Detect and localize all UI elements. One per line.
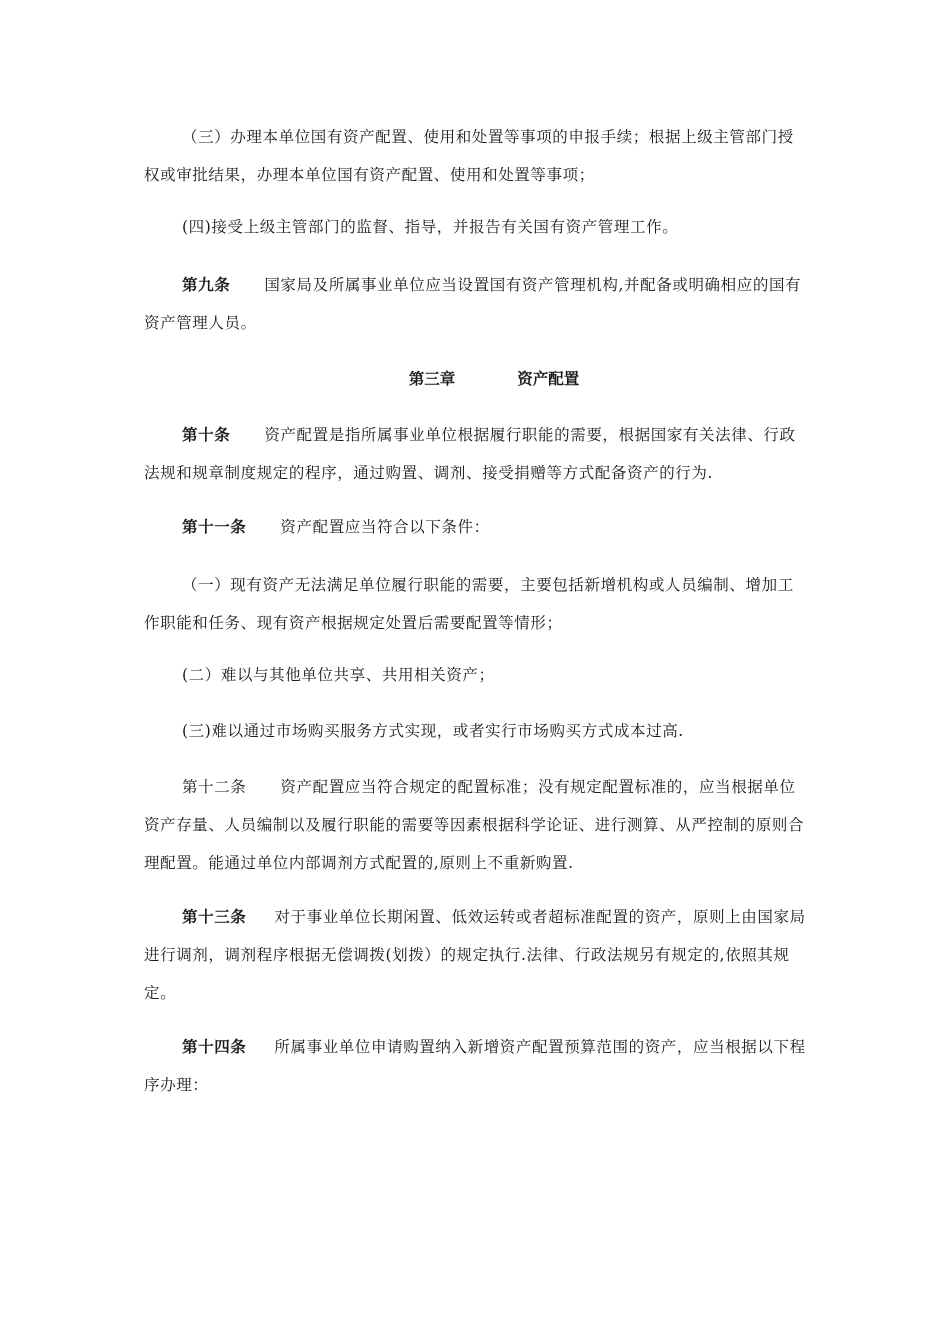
- condition-3: [144, 712, 808, 750]
- article-13-text: 对于事业单位长期闲置、低效运转或者超标准配置的资产，原则上由国家局进行调剂，调剂程序根据无偿调拨(划拨）的规定执行.法律、行政法规另有规定的,依照其规定。: [144, 908, 806, 1002]
- condition-2: [144, 656, 808, 694]
- article-12-text: 资产配置应当符合规定的配置标准；没有规定配置标准的，应当根据单位资产存量、人员编制以及履行职能的需要等因素根据科学论证、进行测算、从严控制的原则合理配置。能通过单位内部调剂方式配置的,原则上不重新购置.: [144, 778, 805, 872]
- article-11-title: 第十一条: [182, 517, 247, 536]
- clause-4-text: (四)接受上级主管部门的监督、指导，并报告有关国有资产管理工作。: [182, 218, 679, 236]
- condition-1: [144, 566, 808, 642]
- chapter-number: 第三章: [408, 369, 456, 388]
- article-12-title: 第十二条: [182, 778, 247, 796]
- paragraph-clause-4: [144, 208, 808, 246]
- condition-2-text: (二）难以与其他单位共享、共用相关资产；: [182, 666, 495, 684]
- article-11: [144, 508, 808, 546]
- chapter-heading: [144, 360, 844, 398]
- article-14-title: 第十四条: [182, 1037, 247, 1056]
- chapter-title: 资产配置: [517, 369, 580, 388]
- article-10-title: 第十条: [182, 425, 231, 444]
- condition-3-text: (三)难以通过市场购买服务方式实现，或者实行市场购买方式成本过高.: [182, 722, 684, 740]
- article-13-title: 第十三条: [182, 907, 247, 926]
- clause-3-text: （三）办理本单位国有资产配置、使用和处置等事项的申报手续；根据上级主管部门授权或审批结果，办理本单位国有资产配置、使用和处置等事项；: [144, 128, 794, 184]
- article-12: [144, 768, 808, 882]
- article-14: [144, 1028, 808, 1104]
- article-9-text: 国家局及所属事业单位应当设置国有资产管理机构,并配备或明确相应的国有资产管理人员。: [144, 276, 802, 332]
- condition-1-text: （一）现有资产无法满足单位履行职能的需要，主要包括新增机构或人员编制、增加工作职能和任务、现有资产根据规定处置后需要配置等情形；: [144, 576, 794, 632]
- article-9: [144, 266, 808, 342]
- article-13: [144, 898, 808, 1012]
- article-11-text: 资产配置应当符合以下条件：: [280, 518, 490, 536]
- paragraph-clause-3: [144, 118, 808, 194]
- article-9-title: 第九条: [182, 275, 231, 294]
- article-14-text: 所属事业单位申请购置纳入新增资产配置预算范围的资产，应当根据以下程序办理：: [144, 1038, 806, 1094]
- article-10: [144, 416, 808, 492]
- article-10-text: 资产配置是指所属事业单位根据履行职能的需要，根据国家有关法律、行政法规和规章制度规定的程序，通过购置、调剂、接受捐赠等方式配备资产的行为.: [144, 426, 796, 482]
